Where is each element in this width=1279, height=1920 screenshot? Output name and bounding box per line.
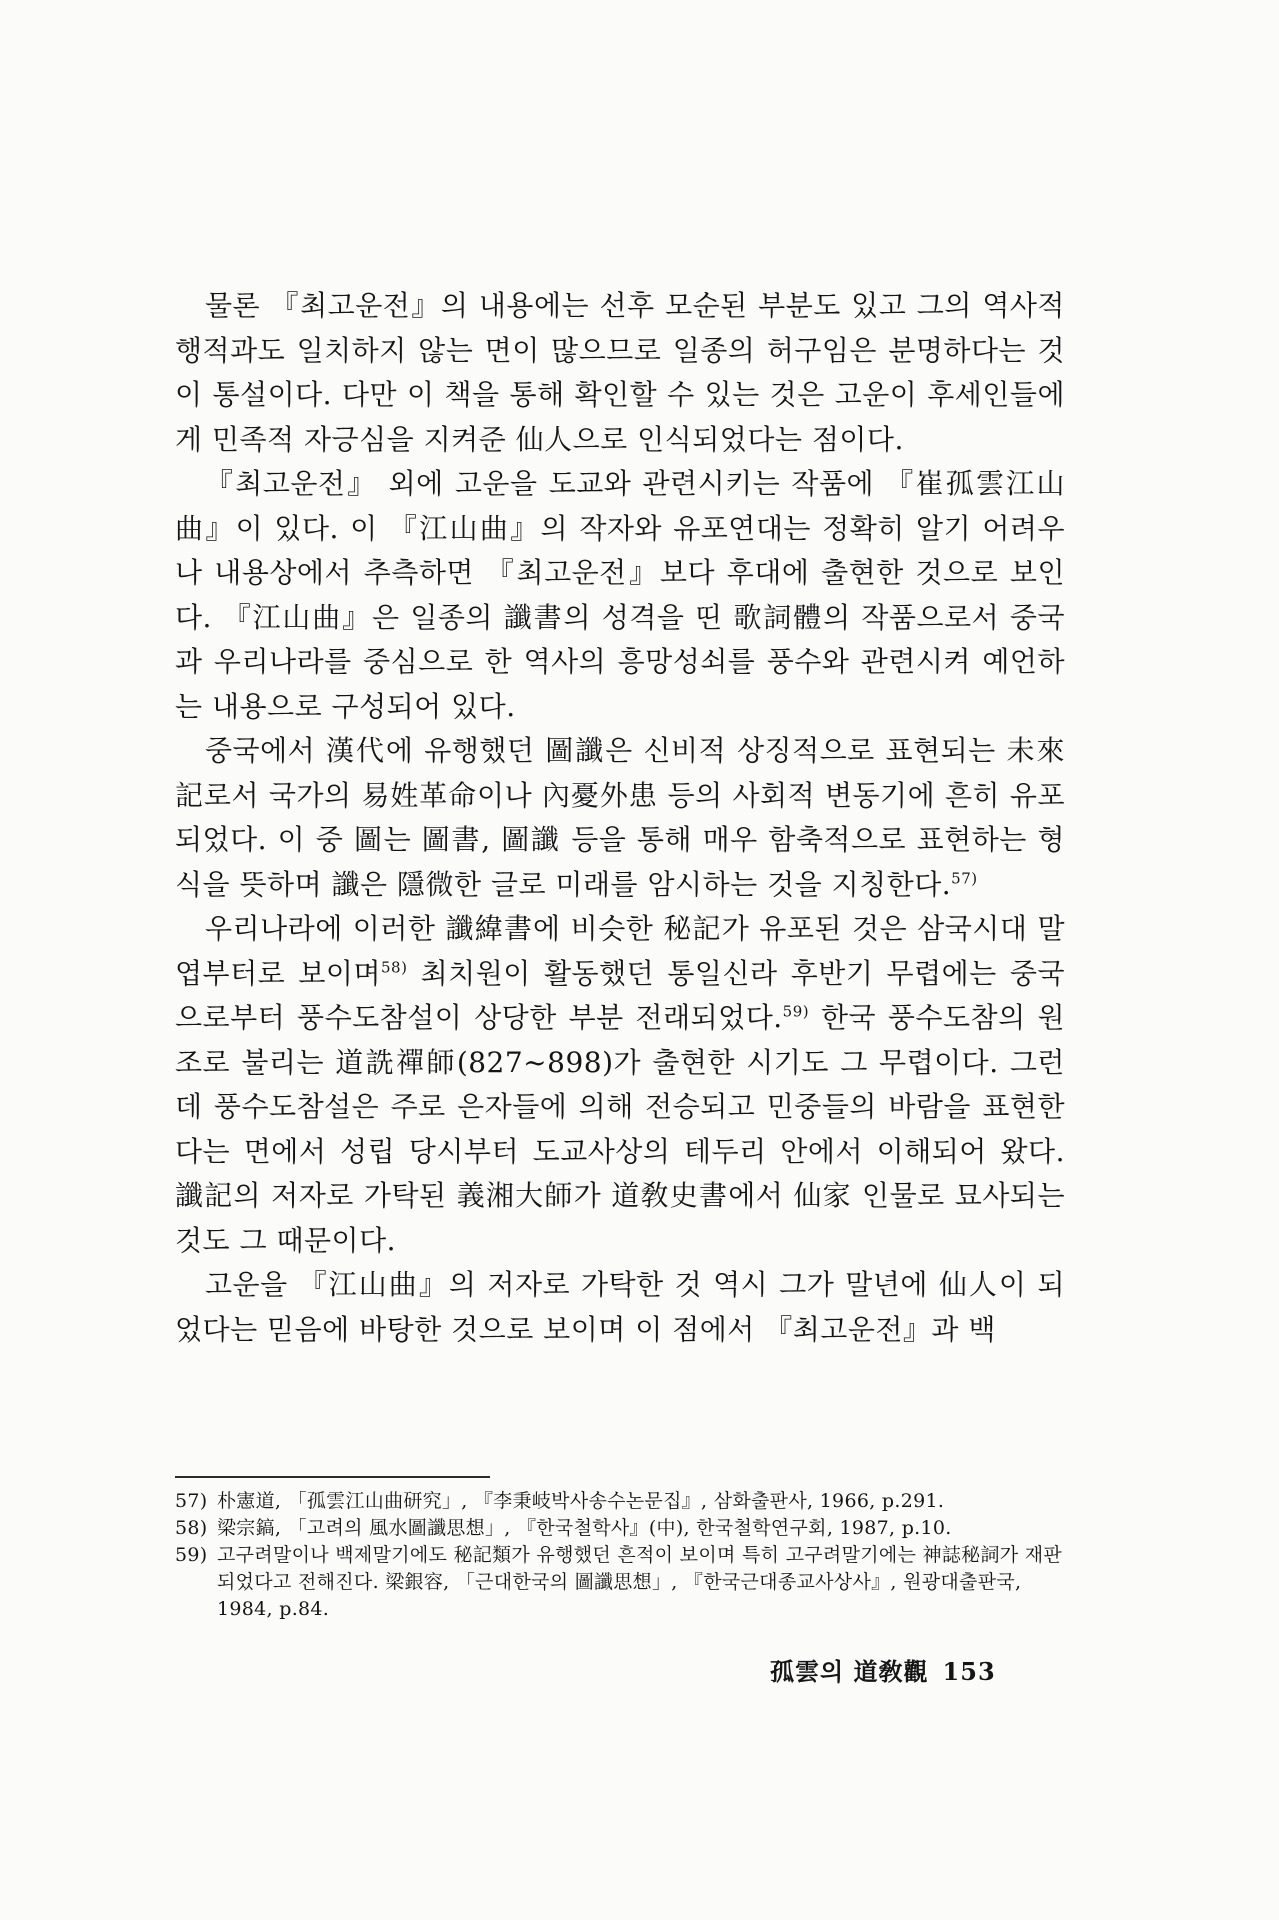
paragraph-4-text-after: 한국 풍수도참의 원조로 불리는 道詵禪師(827~898)가 출현한 시기도 그 무렵이다. 그런데 풍수도참설은 주로 은자들에 의해 전승되고 민중들의 바람을 표현한다는 면에서 성립 당시부터 도교사상의 테두리 안에서 이해되어 왔다. 讖記의 저자로 가탁된 義湘大師가 道敎史書에서 仙家 인물로 묘사되는 것도 그 때문이다. [175, 1001, 1065, 1257]
paragraph-5-text: 고운을 『江山曲』의 저자로 가탁한 것 역시 그가 말년에 仙人이 되었다는 믿음에 바탕한 것으로 보이며 이 점에서 『최고운전』과 백 [175, 1268, 1065, 1346]
page-number: 153 [942, 1657, 996, 1686]
footnote-divider [175, 1476, 490, 1478]
footnote-number: 59) [175, 1544, 208, 1566]
paragraph-4-text-middle: 최치원이 활동했던 통일신라 후반기 무렵에는 중국으로부터 풍수도참설이 상당한 부분 전래되었다. [175, 956, 1065, 1034]
footnote-text: 梁宗鎬, 「고려의 風水圖讖思想」, 『한국철학사』(中), 한국철학연구회, 1987, p.10. [217, 1517, 952, 1539]
footnote-text: 朴憲道, 「孤雲江山曲研究」, 『李秉岐박사송수논문집』, 삼화출판사, 1966, p.291. [217, 1490, 945, 1512]
footnote-number: 57) [175, 1490, 208, 1512]
running-footer [770, 1652, 1070, 1687]
footnote-ref-59: 59) [782, 1002, 810, 1021]
paragraph-4-text-before: 우리나라에 이러한 讖緯書에 비슷한 秘記가 유포된 것은 삼국시대 말엽부터로 보이며 [175, 912, 1065, 990]
footnote-text: 고구려말이나 백제말기에도 秘記類가 유행했던 흔적이 보이며 특히 고구려말기에는 神誌秘詞가 재판되었다고 전해진다. 梁銀容, 「근대한국의 圖讖思想」, 『한국근대종교사상사』, 원광대출판국, 1984, p.84. [217, 1544, 1063, 1620]
footnotes [175, 1488, 1065, 1623]
paragraph-4 [175, 907, 1065, 1263]
body-text [175, 284, 1065, 1352]
paragraph-2-text: 『최고운전』 외에 고운을 도교와 관련시키는 작품에 『崔孤雲江山曲』이 있다. 이 『江山曲』의 작자와 유포연대는 정확히 알기 어려우나 내용상에서 추측하면 『최고운전』보다 후대에 출현한 것으로 보인다. 『江山曲』은 일종의 讖書의 성격을 띤 歌詞體의 작품으로서 중국과 우리나라를 중심으로 한 역사의 흥망성쇠를 풍수와 관련시켜 예언하는 내용으로 구성되어 있다. [175, 467, 1065, 723]
paragraph-3 [175, 729, 1065, 907]
paragraph-2 [175, 462, 1065, 729]
footnote-ref-57: 57) [951, 869, 978, 888]
footnote-58 [175, 1515, 1065, 1542]
paragraph-3-text: 중국에서 漢代에 유행했던 圖讖은 신비적 상징적으로 표현되는 未來記로서 국가의 易姓革命이나 內憂外患 등의 사회적 변동기에 흔히 유포되었다. 이 중 圖는 圖書, 圖讖 등을 통해 매우 함축적으로 표현하는 형식을 뜻하며 讖은 隱微한 글로 미래를 암시하는 것을 지칭한다. [175, 734, 1065, 901]
paragraph-1-text: 물론 『최고운전』의 내용에는 선후 모순된 부분도 있고 그의 역사적 행적과도 일치하지 않는 면이 많으므로 일종의 허구임은 분명하다는 것이 통설이다. 다만 이 책을 통해 확인할 수 있는 것은 고운이 후세인들에게 민족적 자긍심을 지켜준 仙人으로 인식되었다는 점이다. [175, 289, 1065, 456]
paragraph-1 [175, 284, 1065, 462]
footnote-59 [175, 1542, 1065, 1623]
footnote-number: 58) [175, 1517, 208, 1539]
chapter-title: 孤雲의 道敎觀 [770, 1657, 929, 1686]
footnote-ref-58: 58) [381, 958, 408, 977]
footnote-57 [175, 1488, 1065, 1515]
paragraph-5 [175, 1263, 1065, 1352]
